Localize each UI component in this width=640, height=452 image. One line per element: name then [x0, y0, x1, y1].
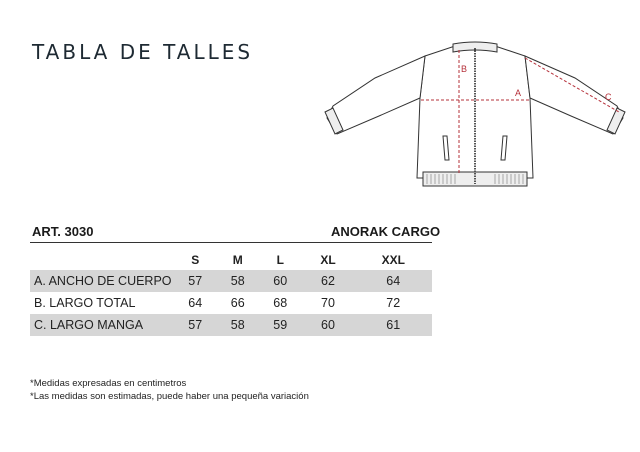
table-cell: 60	[302, 314, 355, 336]
table-cell: 68	[273, 296, 288, 310]
article-code: ART. 3030	[32, 224, 94, 239]
footnotes	[30, 377, 309, 403]
size-header-m: M	[232, 253, 243, 267]
size-header-xxl: XXL	[381, 253, 405, 267]
measure-a-label: A	[515, 88, 522, 98]
size-header-s: S	[191, 253, 200, 267]
row-label: C. LARGO MANGA	[30, 314, 174, 336]
table-cell: 57	[174, 314, 217, 336]
size-header-xl: XL	[320, 253, 336, 267]
footnote-variation: *Las medidas son estimadas, puede haber una pequeña variación	[30, 391, 309, 402]
measure-c-label: C	[605, 92, 612, 102]
table-cell: 66	[230, 296, 245, 310]
size-header-empty	[30, 250, 174, 270]
product-name: ANORAK CARGO	[331, 224, 441, 239]
footnote-units: *Medidas expresadas en centimetros	[30, 378, 187, 389]
table-cell: 64	[188, 296, 203, 310]
table-cell: 62	[302, 270, 355, 292]
table-row	[30, 292, 432, 314]
table-cell: 70	[321, 296, 335, 310]
page-title: TABLA DE TALLES	[32, 40, 254, 64]
size-header-row	[30, 250, 432, 270]
table-cell: 58	[217, 314, 260, 336]
jacket-diagram	[315, 38, 635, 198]
table-cell: 60	[259, 270, 302, 292]
row-label: B. LARGO TOTAL	[34, 296, 136, 310]
table-cell: 57	[174, 270, 217, 292]
size-table	[30, 250, 432, 336]
table-cell: 59	[259, 314, 302, 336]
measure-b-label: B	[461, 64, 468, 74]
size-header-l: L	[276, 253, 284, 267]
row-label: A. ANCHO DE CUERPO	[30, 270, 174, 292]
table-row	[30, 270, 432, 292]
table-cell: 72	[386, 296, 401, 310]
table-cell: 58	[217, 270, 260, 292]
table-cell: 61	[355, 314, 433, 336]
header-divider	[30, 242, 432, 243]
table-row	[30, 314, 432, 336]
table-cell: 64	[355, 270, 433, 292]
